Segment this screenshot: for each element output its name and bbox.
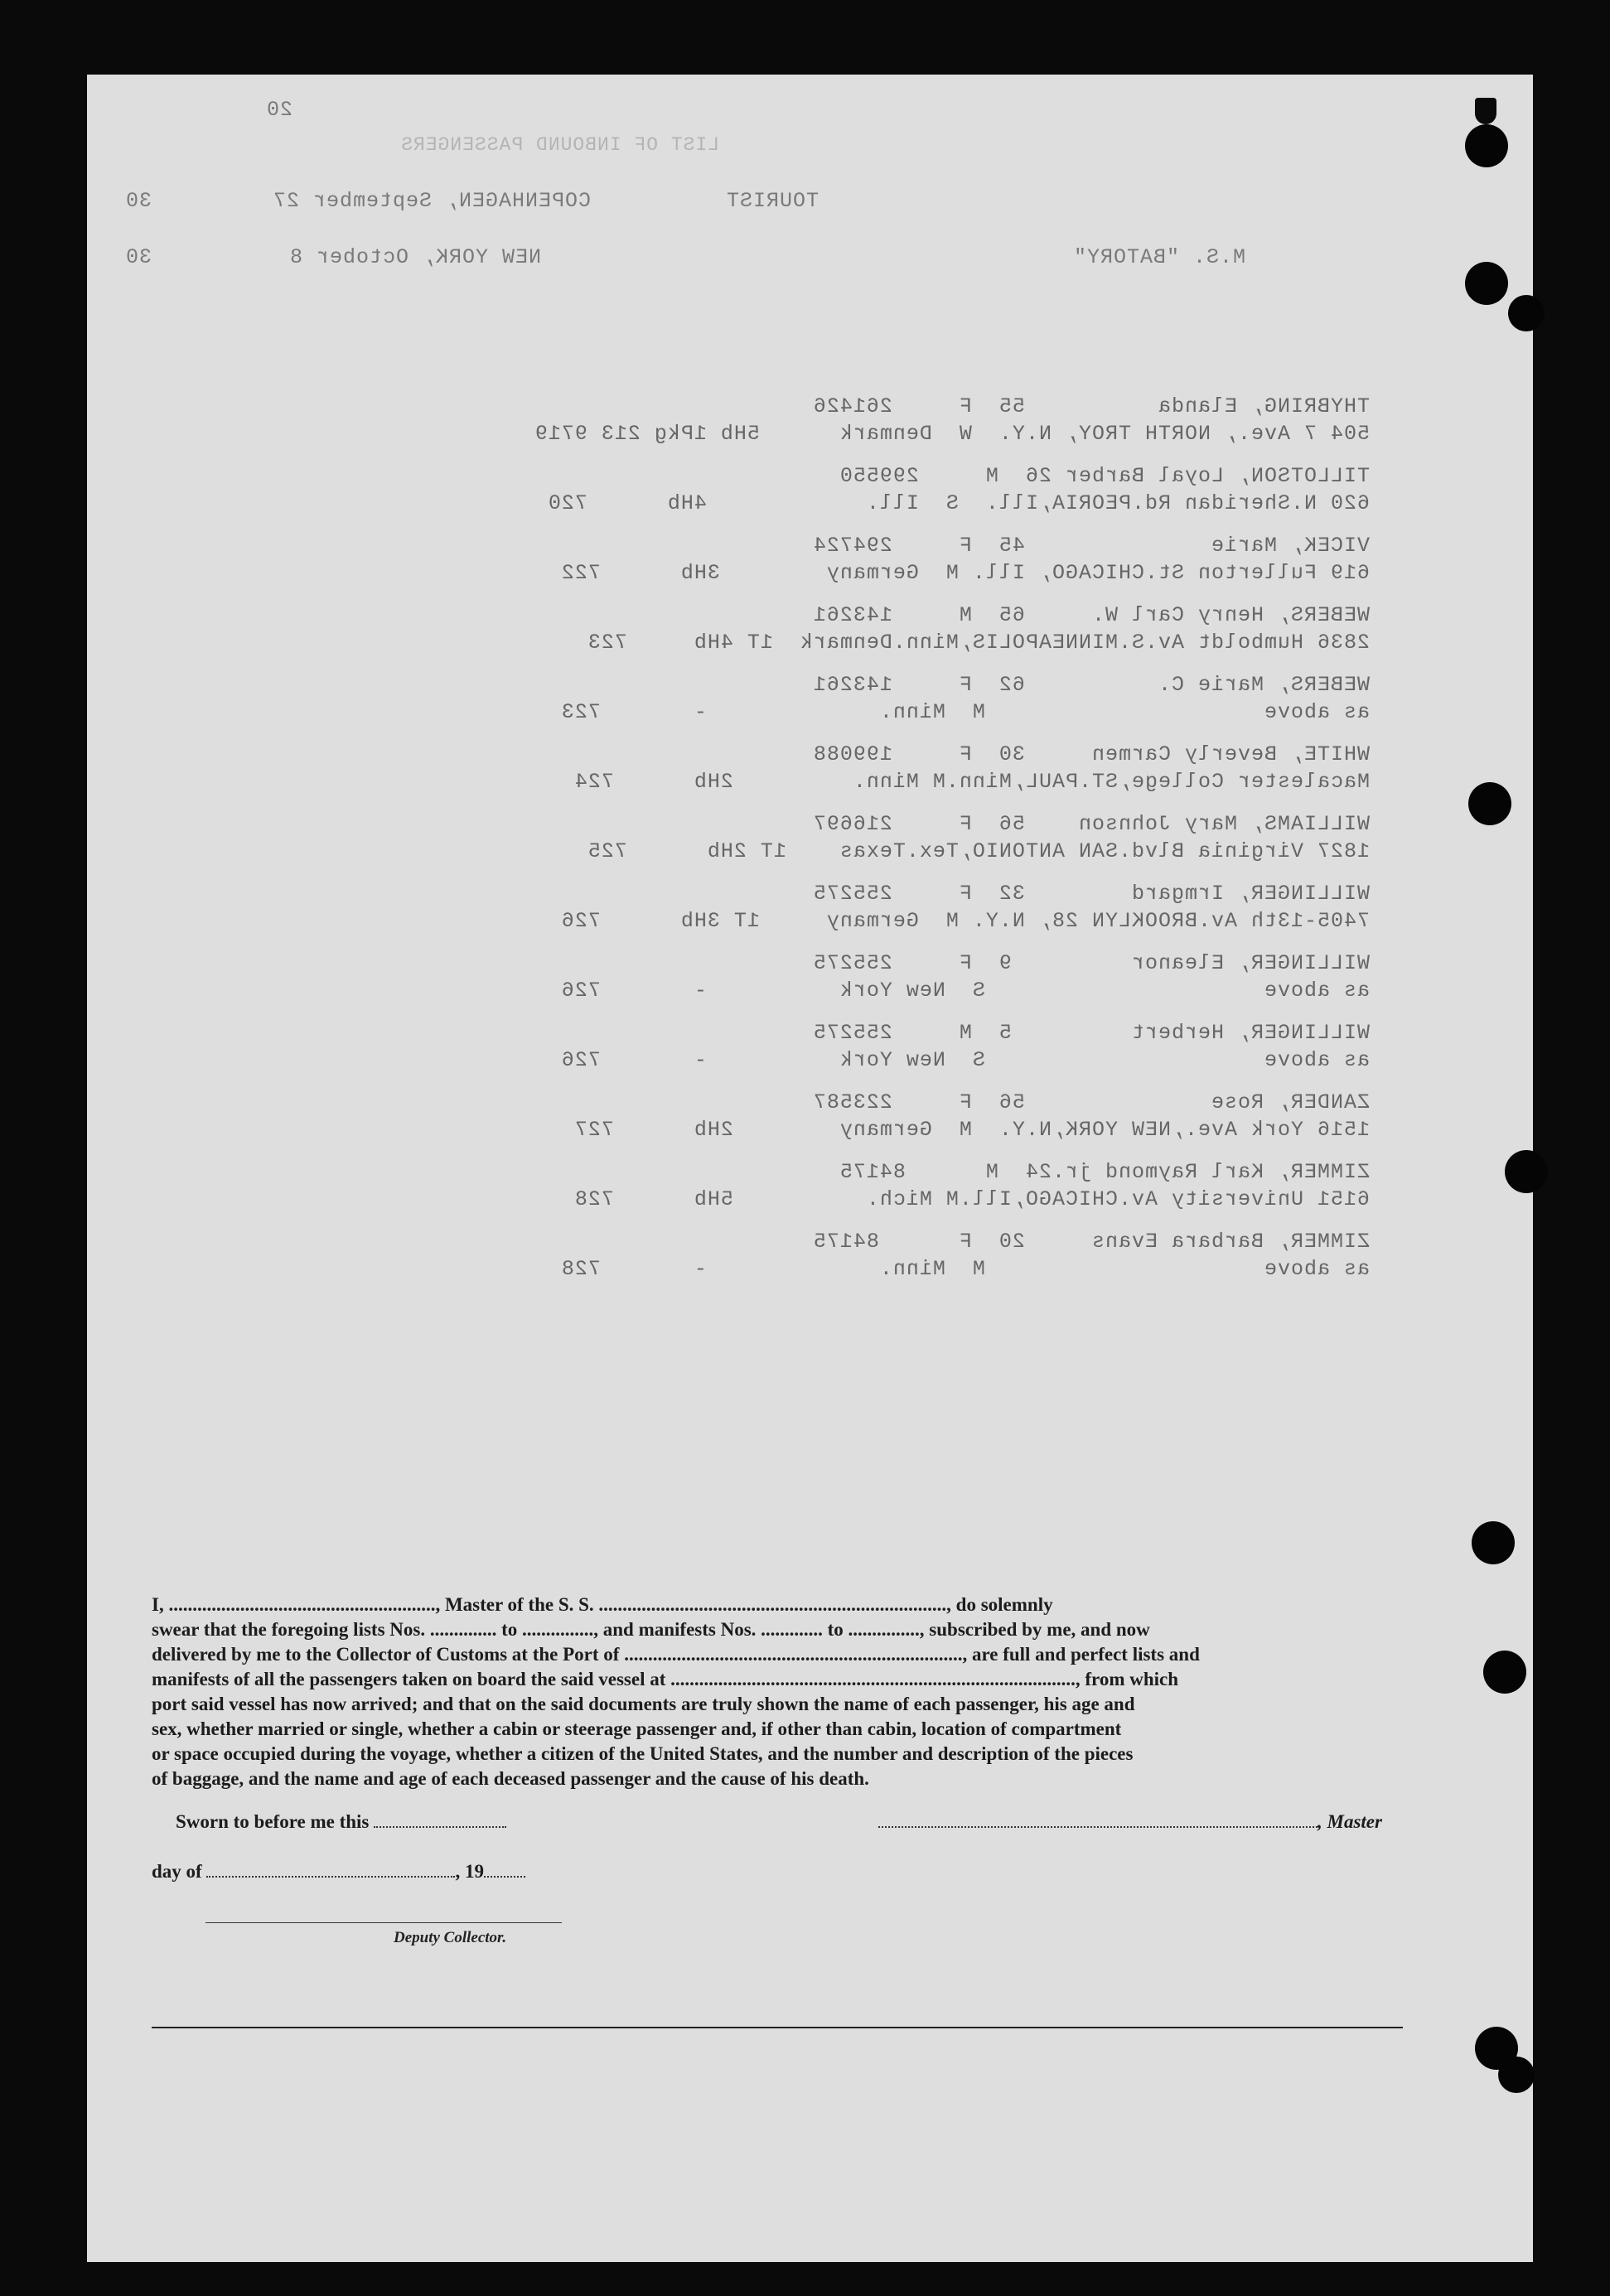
passenger-address-line: 1516 York Ave.,NEW YORK,N.Y. M Germany 2Hb 727	[573, 1118, 1370, 1142]
passenger-name-line: VICEK, Marie 45 F 294724	[812, 534, 1370, 558]
faint-heading: LIST OF INBOUND PASSENGERS	[400, 134, 719, 156]
passenger-name-line: THYBRING, Elanda 55 F 261426	[812, 394, 1370, 418]
passenger-name-line: TILLOTSON, Loyal Barber 26 M 299550	[839, 464, 1370, 488]
header-line1-class: TOURIST	[725, 189, 819, 213]
certification-line: sex, whether married or single, whether a cabin or steerage passenger and, if other than cabin, location of compartment	[152, 1718, 1122, 1739]
certification-line: I, ........................................................, Master of the S. S. ........................................................................., do solemnly	[152, 1594, 1053, 1615]
passenger-name-line: WEBERS, Henry Carl W. 65 M 143261	[812, 603, 1370, 627]
passenger-name-line: WILLINGER, Herbert 5 M 255275	[812, 1021, 1370, 1045]
passenger-name-line: ZIMMER, Karl Raymond jr.24 M 84175	[839, 1160, 1370, 1184]
page-number: 20	[265, 98, 293, 122]
passenger-name-line: ZANDER, Rose 56 F 223587	[812, 1090, 1370, 1114]
passenger-address-line: 7405-13th Av.BROOKLYN 28, N.Y. M Germany 1T 3Hb 726	[560, 909, 1370, 933]
bottom-rule	[152, 2027, 1403, 2028]
passenger-address-line: Macalester College,ST.PAUL,Minn.M Minn. 2Hb 724	[573, 770, 1370, 794]
passenger-name-line: WEBERS, Marie C. 62 F 143261	[812, 673, 1370, 697]
certification-line: port said vessel has now arrived; and that on the said documents are truly shown the name of each passenger, his age and	[152, 1694, 1135, 1714]
passenger-name-line: ZIMMER, Barbara Evans 20 F 84175	[812, 1230, 1370, 1254]
passenger-address-line: as above S New York - 726	[560, 1048, 1370, 1072]
passenger-address-line: 6151 University Av.CHICAGO,Ill.M Mich. 5Hb 728	[573, 1187, 1370, 1211]
certification-line: manifests of all the passengers taken on board the said vessel at ....................................................................................., from which	[152, 1669, 1179, 1689]
header-line2-port: NEW YORK, October 8	[288, 245, 541, 269]
passenger-name-line: WILLIAMS, Mary Johnson 56 F 216697	[812, 812, 1370, 836]
passenger-address-line: 620 N.Sheridan Rd.PEORIA,Ill. S Ill. 4Hb 720	[547, 491, 1370, 515]
header-line2-ship: M.S. "BATORY"	[1072, 245, 1245, 269]
header-line1-port: COPENHAGEN, September 27	[272, 189, 591, 213]
header-line2-left: 30	[124, 245, 152, 269]
certification-line: of baggage, and the name and age of each deceased passenger and the cause of his death.	[152, 1768, 869, 1789]
passenger-address-line: 619 Fullerton St.CHICAGO, Ill. M Germany 3Hb 722	[560, 561, 1370, 585]
header-line1-left: 30	[124, 189, 152, 213]
passenger-name-line: WILLINGER, Eleanor 9 F 255275	[812, 951, 1370, 975]
passenger-address-line: 504 7 Ave., NORTH TROY, N.Y. W Denmark 5Hb 1Pkg 213 9719	[534, 422, 1370, 446]
certification-block	[152, 1593, 1405, 1791]
passenger-address-line: 2836 Humboldt Av.S.MINNEAPOLIS,Minn.Denmark 1T 4Hb 723	[587, 631, 1370, 655]
passenger-name-line: WHITE, Beverly Carmen 30 F 199088	[812, 742, 1370, 766]
deputy-collector-label: Deputy Collector.	[394, 1929, 507, 1946]
binder-hole	[1498, 2057, 1535, 2093]
master-signature-line: , Master	[878, 1811, 1382, 1833]
passenger-address-line: 1827 Virginia Blvd.SAN ANTONIO,Tex.Texas 1T 2Hb 725	[587, 839, 1370, 863]
passenger-address-line: as above M Minn. - 723	[560, 700, 1370, 724]
certification-line: or space occupied during the voyage, whether a citizen of the United States, and the number and description of the pieces	[152, 1743, 1134, 1764]
sworn-label: Sworn to before me this	[176, 1811, 506, 1833]
certification-line: delivered by me to the Collector of Customs at the Port of ......................................................................., are full and perfect lists and	[152, 1644, 1200, 1665]
deputy-signature-line	[205, 1922, 562, 1923]
passenger-name-line: WILLINGER, Irmgard 32 F 255275	[812, 882, 1370, 906]
day-of-line: day of , 19	[152, 1861, 525, 1883]
passenger-address-line: as above S New York - 726	[560, 979, 1370, 1003]
passenger-address-line: as above M Minn. - 728	[560, 1257, 1370, 1281]
certification-line: swear that the foregoing lists Nos. .............. to ..............., and manifests Nos. ............. to ..............., subscribed by me, and now	[152, 1619, 1150, 1640]
